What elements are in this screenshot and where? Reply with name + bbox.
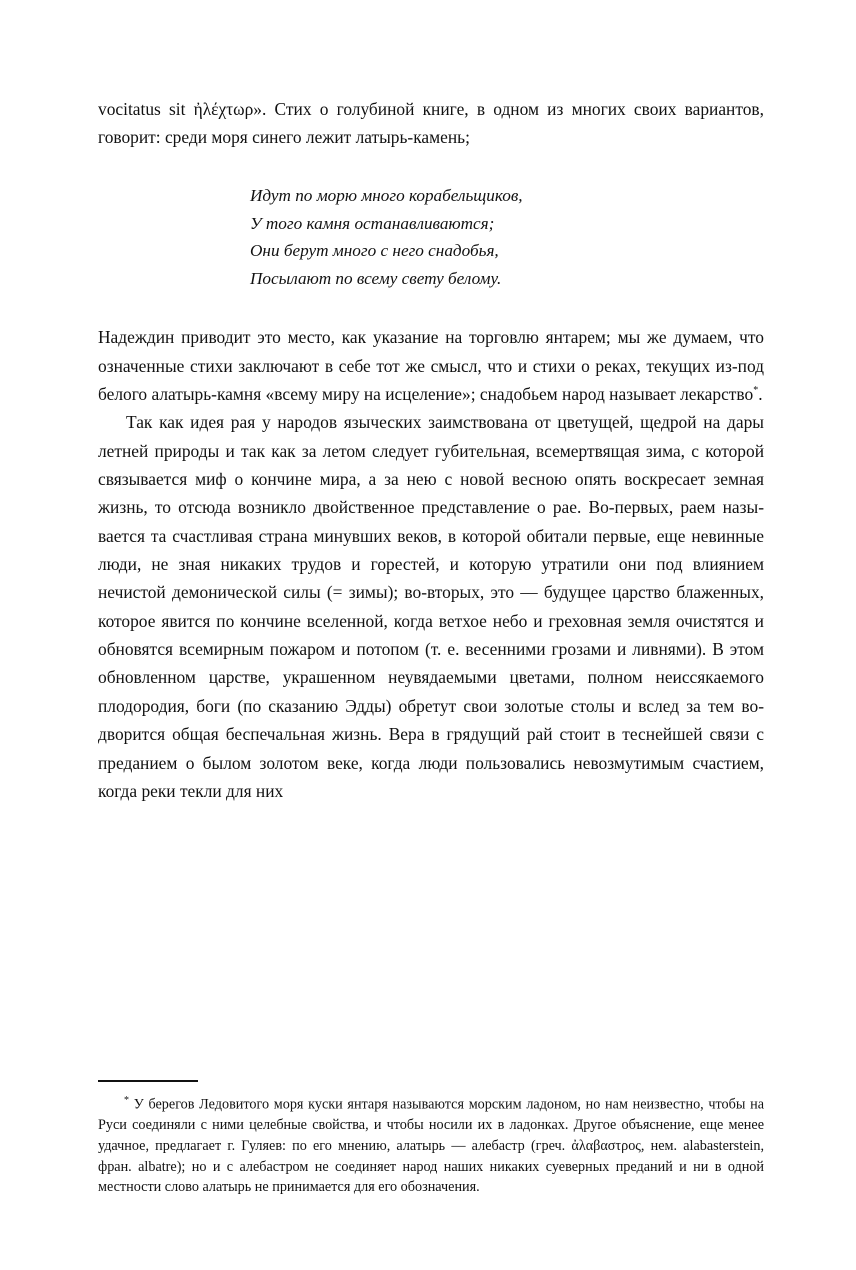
paragraph-paradise: Так как идея рая у народов языческих заимствована от цветущей, щедрой на дары летней природы и так как за летом следует губительная, всемертвящая зима, с которой связывается миф о кончине мира, а за нею с новой весною опять воскресает земная жизнь, то отсюда возникло двойственное представление о рае. Во-первых, раем называется та счастливая страна минувших веков, в которой обитали первые, еще невинные люди, не зная никаких трудов и горестей, и которую утратили они под влиянием нечистой демонической силы (= зимы); во-вторых, это — будущее царство блаженных, которое явится по кончине вселенной, когда ветхое небо и греховная земля очистятся и обновятся всемирным пожаром и потопом (т. е. весенними грозами и ливнями). В этом обновленном царстве, украшенном неувядаемыми цветами, полном неиссякаемого плодородия, боги (по сказанию Эдды) обретут свои золотые столы и вслед за тем водворится общая беспечальная жизнь. Вера в грядущий рай стоит в теснейшей связи с преданием о былом золотом веке, когда люди пользовались невозмутимым счастием, когда реки текли для них (98, 412, 764, 801)
paragraph-nadezhdin (98, 323, 764, 408)
footnote-zone (98, 1080, 764, 1198)
verse-block (98, 182, 764, 293)
paragraph-nadezhdin-text: Надеждин приводит это место, как указание на торговлю янтарем; мы же думаем, что означенные стихи заключают в себе тот же смысл, что и стихи о реках, текущих из-под белого алатырь-камня «всему миру на исцеление»; снадобьем народ называет лекарство (98, 327, 764, 404)
paragraph-nadezhdin-tail: . (758, 383, 763, 404)
footnote-marker: * (124, 1094, 129, 1106)
footnote-text-block (98, 1094, 764, 1198)
paragraph-opening: vocitatus sit ἠλέχτωρ». Стих о голубиной книге, в одном из многих своих вариантов, говорит: среди моря синего лежит латырь-камень; (98, 99, 764, 148)
verse-line: Посылают по всему свету белому. (250, 269, 502, 289)
verse-line: Идут по морю много корабельщиков, (250, 185, 523, 205)
footnote-separator-rule (98, 1080, 198, 1081)
footnote-body: У берегов Ледовитого моря куски янтаря называются морским ладоном, но нам неизвестно, чтобы на Руси соединяли с ними целебные свойства, и чтобы носили их в ладонках. Другое объяснение, еще менее удачное, предлагает г. Гуляев: по его мнению, алатырь — алебастр (греч. ἀλαβαστρος, нем. alabasterstein, фран. albatre); но и с алебастром не соединяет народ наших никаких суеверных преданий и ни в одной местности слово алатырь не принимается для его обозначения. (98, 1096, 765, 1196)
verse-line: Они берут много с него снадобья, (250, 241, 499, 261)
footnote-reference-marker: * (753, 385, 759, 397)
page-body (98, 95, 764, 805)
verse-line: У того камня останавливаются; (250, 213, 495, 233)
